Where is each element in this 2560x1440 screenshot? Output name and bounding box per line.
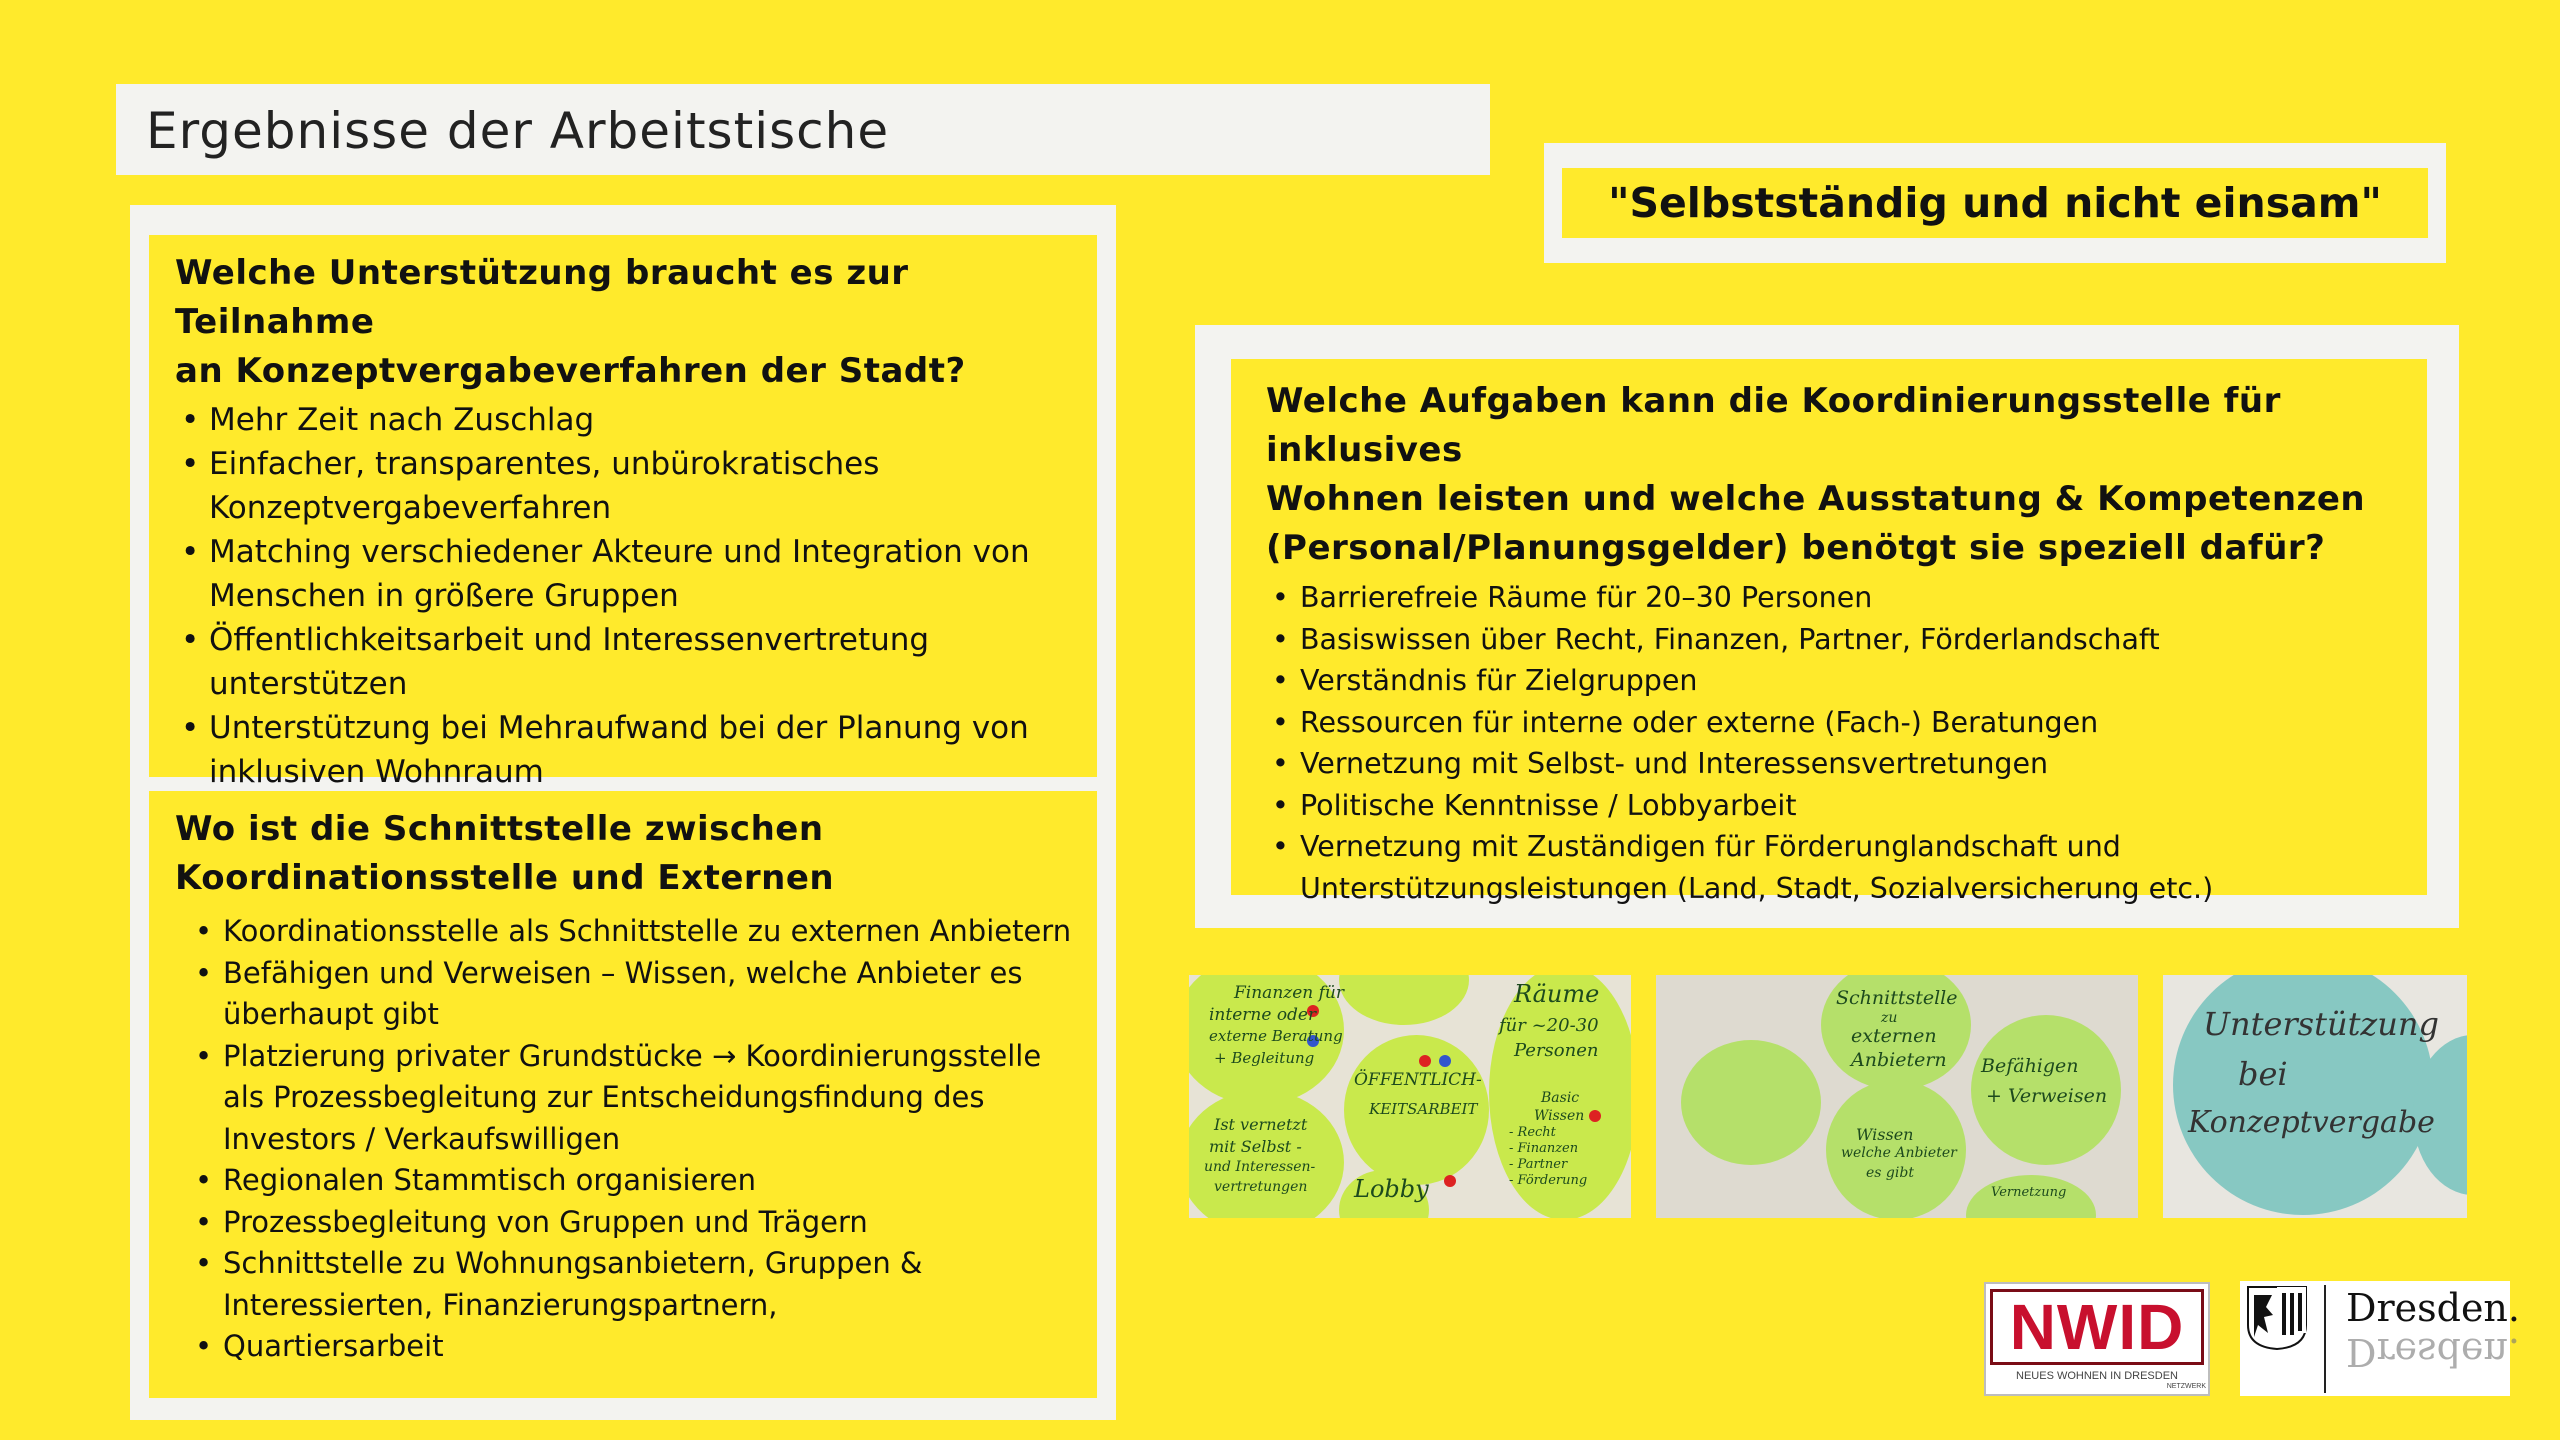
box1-heading-line: Welche Unterstützung braucht es zur Teilnahme — [175, 253, 909, 342]
list-item: • Regionalen Stammtisch organisieren — [189, 1160, 1097, 1202]
box3-heading-line: Welche Aufgaben kann die Koordinierungsstelle für inklusives — [1266, 381, 2281, 470]
list-item: • Basiswissen über Recht, Finanzen, Partner, Förderlandschaft — [1266, 619, 2427, 661]
box3-heading-line: Wohnen leisten und welche Ausstatung & Kompetenzen — [1266, 479, 2366, 519]
dresden-logo-text: Dresden. — [2346, 1286, 2520, 1330]
photo-sticky-notes-2: Schnittstelle zu externen Anbietern Befähigen + Verweisen Wissen welche Anbieter es gibt Vernetzung — [1656, 975, 2138, 1218]
list-item: • Einfacher, transparentes, unbürokratisches Konzeptvergabeverfahren — [175, 442, 1097, 530]
list-item: • Quartiersarbeit — [189, 1326, 1097, 1368]
list-item: • Prozessbegleitung von Gruppen und Trägern — [189, 1202, 1097, 1244]
box2-heading-line: Koordinationsstelle und Externen — [175, 858, 835, 898]
list-item: • Ressourcen für interne oder externe (Fach-) Beratungen — [1266, 702, 2427, 744]
box1-heading-line: an Konzeptvergabeverfahren der Stadt? — [175, 351, 966, 391]
list-item: • Koordinationsstelle als Schnittstelle zu externen Anbietern — [189, 911, 1097, 953]
nwid-logo-text: NWID — [2009, 1291, 2185, 1363]
box3-heading-line: (Personal/Planungsgelder) benötgt sie speziell dafür? — [1266, 528, 2326, 568]
box-participation-support — [149, 235, 1097, 790]
dresden-logo — [2240, 1281, 2520, 1396]
list-item: • Schnittstelle zu Wohnungsanbietern, Gruppen & Interessierten, Finanzierungspartnern, — [189, 1243, 1097, 1326]
photo-sticky-notes-1: Finanzen für interne oder externe Beratung + Begleitung ÖFFENTLICH- KEITSARBEIT Räume für ~20-30 Personen Basic Wissen - Recht - Finanzen - Partner - Förderung Ist vernetzt mit Selbst - und Interessen- vertretungen Lobby — [1189, 975, 1631, 1218]
page-title: Ergebnisse der Arbeitstische — [116, 84, 1490, 175]
pin-dot — [1589, 1110, 1601, 1122]
box2-heading — [175, 805, 1097, 903]
box2-heading-line: Wo ist die Schnittstelle zwischen — [175, 809, 824, 849]
list-item: • Mehr Zeit nach Zuschlag — [175, 398, 1097, 442]
box-coordination-tasks — [1231, 359, 2427, 905]
left-frame — [130, 205, 1116, 1420]
box3-list — [1266, 577, 2427, 909]
box3-heading — [1266, 377, 2427, 573]
list-item: • Vernetzung mit Zuständigen für Förderunglandschaft und Unterstützungsleistungen (Land, Stadt, Sozialversicherung etc.) — [1266, 826, 2427, 909]
note-circle — [1339, 975, 1469, 1025]
right-frame — [1195, 325, 2459, 928]
nwid-logo-subtext: NEUES WOHNEN IN DRESDEN — [2016, 1370, 2178, 1382]
photo-sticky-notes-3: Unterstützung bei Konzeptvergabe — [2163, 975, 2467, 1218]
list-item: • Politische Kenntnisse / Lobbyarbeit — [1266, 785, 2427, 827]
list-item: • Unterstützung bei Mehraufwand bei der Planung von inklusiven Wohnraum — [175, 706, 1097, 794]
list-item: • Matching verschiedener Akteure und Integration von Menschen in größere Gruppen — [175, 530, 1097, 618]
list-item: • Befähigen und Verweisen – Wissen, welche Anbieter es überhaupt gibt — [189, 953, 1097, 1036]
list-item: • Vernetzung mit Selbst- und Interessensvertretungen — [1266, 743, 2427, 785]
nwid-logo — [1984, 1282, 2210, 1396]
note-circle — [1681, 1040, 1821, 1165]
dresden-crest-icon — [2246, 1285, 2308, 1351]
list-item: • Öffentlichkeitsarbeit und Interessenvertretung unterstützen — [175, 618, 1097, 706]
list-item: • Verständnis für Zielgruppen — [1266, 660, 2427, 702]
pin-dot — [1444, 1175, 1456, 1187]
pin-dot — [1439, 1055, 1451, 1067]
box1-heading — [175, 249, 1097, 396]
pin-dot — [1419, 1055, 1431, 1067]
quote-frame — [1544, 143, 2446, 263]
box-interface-externals — [149, 791, 1097, 1398]
nwid-logo-small: NETZWERK — [2166, 1383, 2206, 1390]
dresden-logo-reflection: Dresden. — [2346, 1330, 2520, 1374]
box1-list — [175, 398, 1097, 794]
quote-text: "Selbstständig und nicht einsam" — [1562, 168, 2428, 238]
list-item: • Barrierefreie Räume für 20–30 Personen — [1266, 577, 2427, 619]
list-item: • Platzierung privater Grundstücke → Koordinierungsstelle als Prozessbegleitung zur Entscheidungsfindung des Investors / Verkaufswilligen — [189, 1036, 1097, 1161]
dresden-divider — [2324, 1285, 2326, 1393]
box2-list — [175, 911, 1097, 1368]
